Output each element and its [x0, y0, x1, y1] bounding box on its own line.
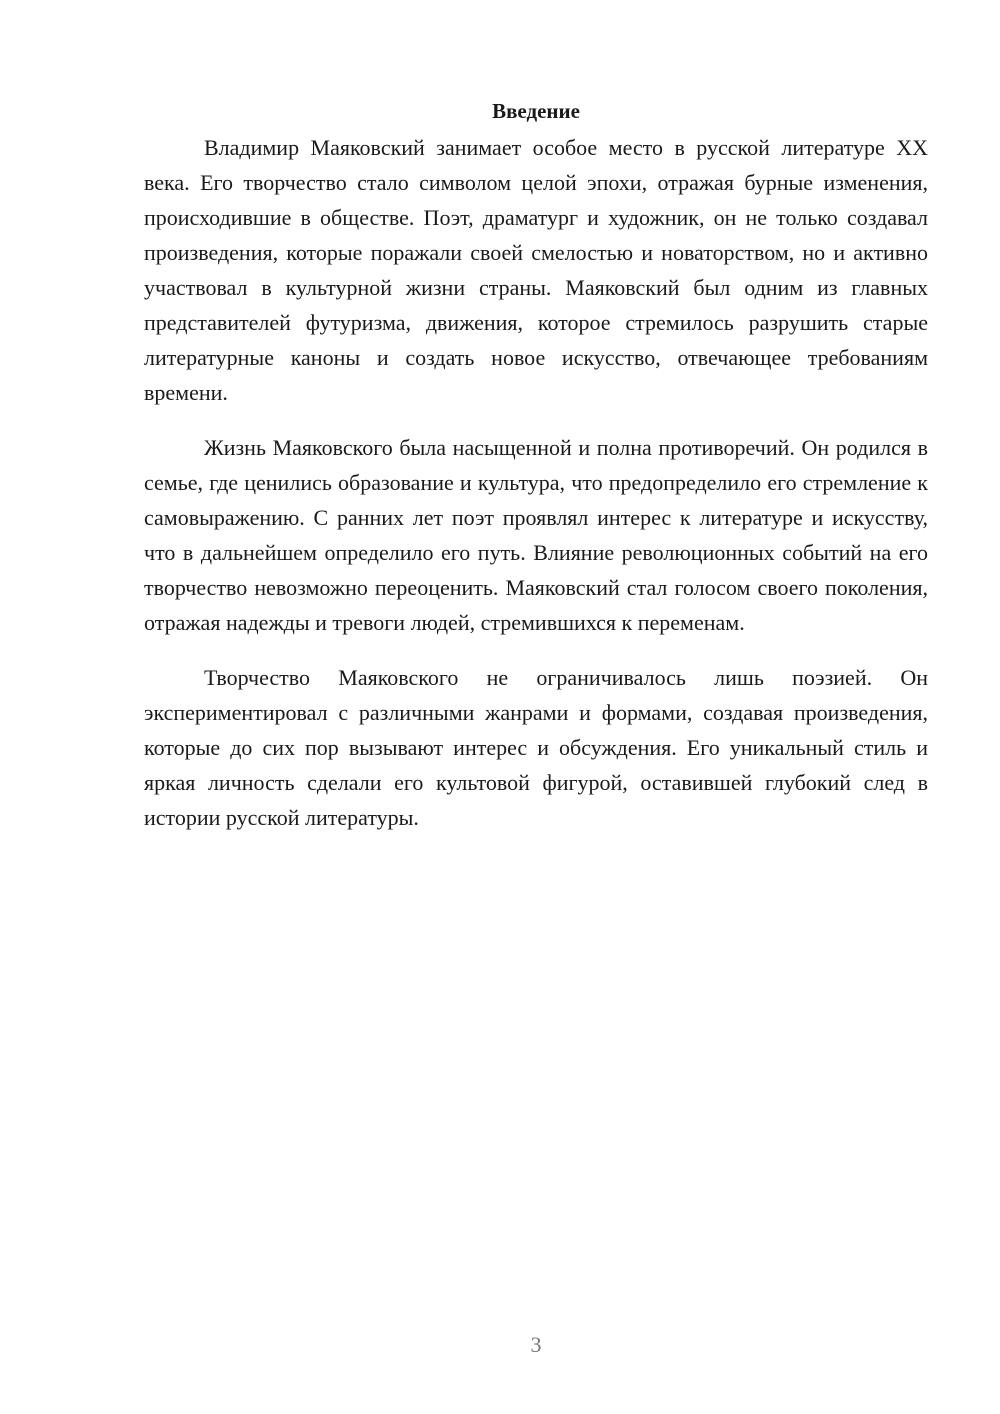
paragraph-3: Творчество Маяковского не ограничивалось лишь поэзией. Он экспериментировал с различными жанрами и формами, создавая произведения, которые до сих пор вызывают интерес и обсуждения. Его уникальный стиль и яркая личность сделали его культовой фигурой, оставившей глубокий след в истории русской литературы. — [144, 665, 928, 830]
paragraph-2: Жизнь Маяковского была насыщенной и полна противоречий. Он родился в семье, где ценились образование и культура, что предопределило его стремление к самовыражению. С ранних лет поэт проявлял интерес к литературе и искусству, что в дальнейшем определило его путь. Влияние революционных событий на его творчество невозможно переоценить. Маяковский стал голосом своего поколения, отражая надежды и тревоги людей, стремившихся к переменам. — [144, 435, 928, 635]
page-content — [144, 96, 928, 855]
paragraph-1: Владимир Маяковский занимает особое место в русской литературе XX века. Его творчество стало символом целой эпохи, отражая бурные изменения, происходившие в обществе. Поэт, драматург и художник, он не только создавал произведения, которые поражали своей смелостью и новаторством, но и активно участвовал в культурной жизни страны. Маяковский был одним из главных представителей футуризма, движения, которое стремилось разрушить старые литературные каноны и создать новое искусство, отвечающее требованиям времени. — [144, 135, 928, 405]
section-title: Введение — [492, 99, 580, 123]
page-number: 3 — [530, 1332, 542, 1357]
